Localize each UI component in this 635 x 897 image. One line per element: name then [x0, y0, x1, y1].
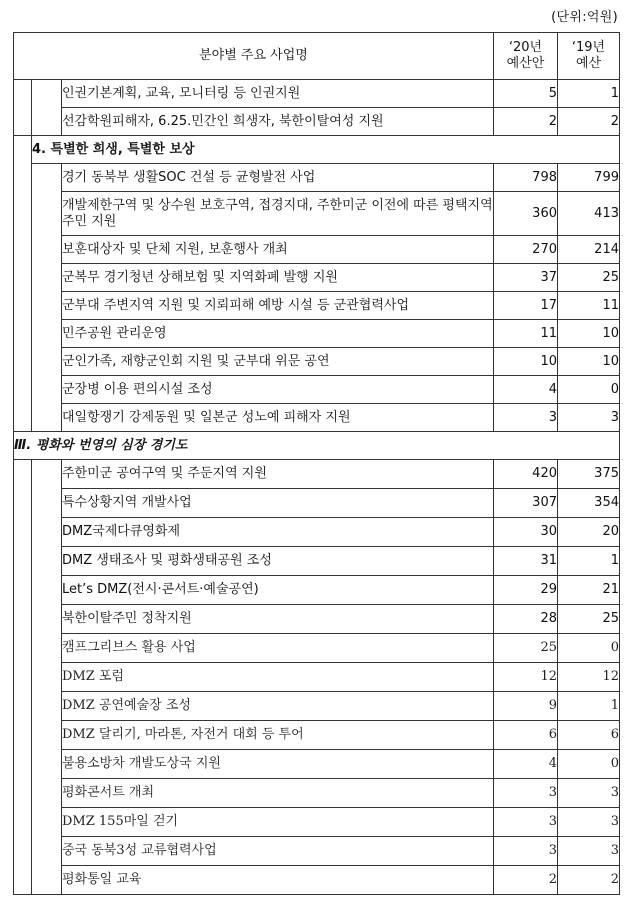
table-header-row	[14, 33, 620, 80]
budget-2020: 360	[494, 192, 558, 236]
budget-2020: 307	[494, 489, 558, 518]
table-row	[14, 634, 620, 663]
budget-2020: 4	[494, 376, 558, 404]
project-name: 군부대 주변지역 지원 및 지뢰피해 예방 시설 등 군관협력사업	[62, 292, 494, 320]
project-name: 북한이탈주민 정착지원	[62, 605, 494, 634]
budget-table	[13, 32, 620, 895]
budget-2020: 28	[494, 605, 558, 634]
budget-2019: 214	[558, 236, 620, 264]
budget-2019: 12	[558, 663, 620, 692]
table-row	[14, 576, 620, 605]
budget-2020: 10	[494, 348, 558, 376]
budget-2019: 1	[558, 547, 620, 576]
project-name: DMZ 생태조사 및 평화생태공원 조성	[62, 547, 494, 576]
table-row	[14, 236, 620, 264]
project-name: 개발제한구역 및 상수원 보호구역, 접경지대, 주한미군 이전에 따른 평택지역 주민 지원	[62, 192, 494, 236]
budget-2019: 25	[558, 605, 620, 634]
project-name: 캠프그리브스 활용 사업	[62, 634, 494, 663]
budget-2019: 354	[558, 489, 620, 518]
budget-2020: 270	[494, 236, 558, 264]
budget-2020: 798	[494, 164, 558, 192]
table-row	[14, 547, 620, 576]
project-name: 평화통일 교육	[62, 866, 494, 895]
budget-2020: 3	[494, 779, 558, 808]
table-row	[14, 264, 620, 292]
budget-2019: 0	[558, 750, 620, 779]
project-name: 보훈대상자 및 단체 지원, 보훈행사 개최	[62, 236, 494, 264]
project-name: 중국 동북3성 교류협력사업	[62, 837, 494, 866]
unit-label: (단위:억원)	[551, 10, 618, 25]
budget-2020: 5	[494, 80, 558, 108]
project-name: DMZ국제다큐영화제	[62, 518, 494, 547]
project-name: 인권기본계획, 교육, 모니터링 등 인권지원	[62, 80, 494, 108]
budget-2020: 9	[494, 692, 558, 721]
table-row	[14, 518, 620, 547]
table-row	[14, 605, 620, 634]
project-name: 평화콘서트 개최	[62, 779, 494, 808]
header-2019-line1: ‘19년	[571, 40, 606, 56]
budget-2020: 25	[494, 634, 558, 663]
table-row	[14, 750, 620, 779]
project-name: DMZ 포럼	[62, 663, 494, 692]
table-row	[14, 779, 620, 808]
budget-2019: 1	[558, 692, 620, 721]
budget-2020: 3	[494, 808, 558, 837]
budget-2019: 799	[558, 164, 620, 192]
budget-2019: 3	[558, 837, 620, 866]
budget-2020: 6	[494, 721, 558, 750]
budget-2019: 3	[558, 779, 620, 808]
project-name: 민주공원 관리운영	[62, 320, 494, 348]
project-name: 군인가족, 재향군인회 지원 및 군부대 위문 공연	[62, 348, 494, 376]
table-row	[14, 108, 620, 136]
budget-2020: 420	[494, 460, 558, 489]
table-row	[14, 292, 620, 320]
project-name: DMZ 달리기, 마라톤, 자전거 대회 등 투어	[62, 721, 494, 750]
budget-2020: 29	[494, 576, 558, 605]
budget-2020: 4	[494, 750, 558, 779]
section-header-row	[14, 136, 620, 164]
table-row	[14, 692, 620, 721]
budget-2019: 20	[558, 518, 620, 547]
budget-2019: 10	[558, 348, 620, 376]
budget-2019: 25	[558, 264, 620, 292]
table-row	[14, 376, 620, 404]
table-row	[14, 837, 620, 866]
project-name: Let’s DMZ(전시·콘서트·예술공연)	[62, 576, 494, 605]
project-name: 선감학원피해자, 6.25.민간인 희생자, 북한이탈여성 지원	[62, 108, 494, 136]
budget-2019: 1	[558, 80, 620, 108]
project-name: 군복무 경기청년 상해보험 및 지역화폐 발행 지원	[62, 264, 494, 292]
table-row	[14, 866, 620, 895]
budget-2020: 3	[494, 837, 558, 866]
budget-2019: 21	[558, 576, 620, 605]
table-row	[14, 80, 620, 108]
project-name: 주한미군 공여구역 및 주둔지역 지원	[62, 460, 494, 489]
section-header-row	[14, 432, 620, 460]
budget-2020: 2	[494, 108, 558, 136]
budget-2020: 12	[494, 663, 558, 692]
header-2019-budget	[558, 33, 620, 80]
project-name: 특수상황지역 개발사업	[62, 489, 494, 518]
budget-2019: 2	[558, 108, 620, 136]
project-name: DMZ 공연예술장 조성	[62, 692, 494, 721]
budget-2019: 0	[558, 376, 620, 404]
table-row	[14, 489, 620, 518]
budget-2020: 3	[494, 404, 558, 432]
budget-2019: 413	[558, 192, 620, 236]
budget-2020: 37	[494, 264, 558, 292]
budget-2019: 6	[558, 721, 620, 750]
budget-2020: 11	[494, 320, 558, 348]
budget-2019: 375	[558, 460, 620, 489]
project-name: 불용소방차 개발도상국 지원	[62, 750, 494, 779]
header-2019-line2: 예산	[575, 56, 602, 71]
budget-2020: 17	[494, 292, 558, 320]
project-name: DMZ 155마일 걷기	[62, 808, 494, 837]
header-2020-budget	[494, 33, 558, 80]
table-row	[14, 164, 620, 192]
table-row	[14, 460, 620, 489]
budget-2019: 10	[558, 320, 620, 348]
table-row	[14, 320, 620, 348]
budget-2019: 3	[558, 404, 620, 432]
budget-2019: 0	[558, 634, 620, 663]
table-row	[14, 808, 620, 837]
table-row	[14, 348, 620, 376]
budget-2019: 2	[558, 866, 620, 895]
budget-2020: 2	[494, 866, 558, 895]
table-row	[14, 404, 620, 432]
table-row	[14, 721, 620, 750]
budget-2020: 31	[494, 547, 558, 576]
section-title: 4. 특별한 희생, 특별한 보상	[32, 136, 620, 164]
header-project-name: 분야별 주요 사업명	[14, 33, 494, 80]
project-name: 군장병 이용 편의시설 조성	[62, 376, 494, 404]
budget-2020: 30	[494, 518, 558, 547]
table-row	[14, 192, 620, 236]
table-row	[14, 663, 620, 692]
project-name: 경기 동북부 생활SOC 건설 등 균형발전 사업	[62, 164, 494, 192]
header-2020-line1: ‘20년	[508, 40, 543, 56]
section-title: Ⅲ. 평화와 번영의 심장 경기도	[14, 432, 620, 460]
budget-2019: 11	[558, 292, 620, 320]
header-2020-line2: 예산안	[506, 56, 545, 71]
project-name: 대일항쟁기 강제동원 및 일본군 성노예 피해자 지원	[62, 404, 494, 432]
budget-2019: 3	[558, 808, 620, 837]
